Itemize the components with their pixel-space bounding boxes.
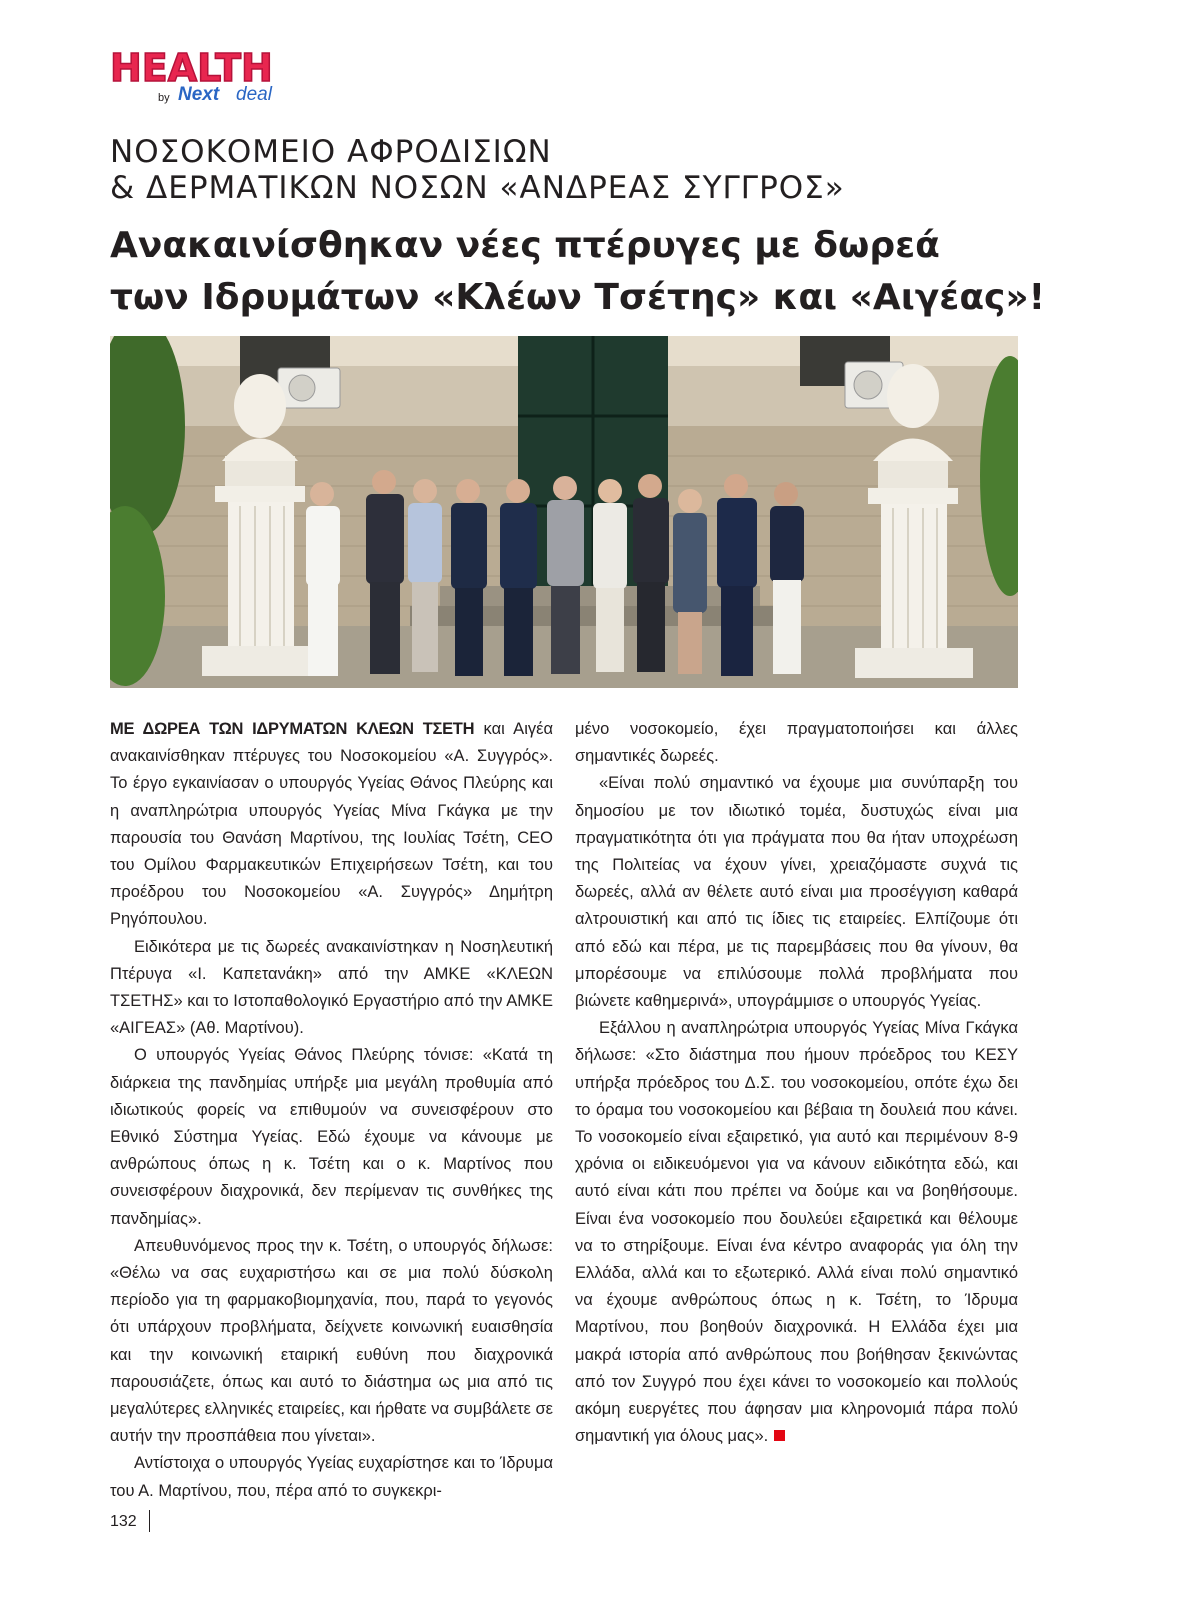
headline-line-1: Ανακαινίσθηκαν νέες πτέρυγες με δωρεά — [110, 225, 940, 266]
article-paragraph-1 — [110, 716, 553, 934]
article-paragraph-6: «Είναι πολύ σημαντικό να έχουμε μια συνύπαρξη του δημοσίου με τον ιδιωτικό τομέα, δυστυχώς είναι μια πραγματικότητα ότι για πράγματα που θα ήταν υποχρέωση της Πολιτείας να έχουν γίνει, χρειαζόμαστε συχνά τις δωρεές, αλλά αν θέλετε αυτό είναι μια προσέγγιση καθαρά αλτρουιστική και από τις ίδιες τις εταιρείες. Ελπίζουμε ότι από εδώ και πέρα, με τις παρεμβάσεις που θα γίνουν, θα μπορέσουμε να επιλύσουμε πολλά προβλήματα που βιώνετε καθημερινά», υπογράμμισε ο υπουργός Υγείας. — [575, 774, 1018, 1011]
kicker-line-2: & ΔΕΡΜΑΤΙΚΩΝ ΝΟΣΩΝ «ΑΝΔΡΕΑΣ ΣΥΓΓΡΟΣ» — [110, 170, 845, 206]
article-paragraph-1-text: και Αιγέα ανακαινίσθηκαν πτέρυγες του Νοσοκομείου «Α. Συγγρός». Το έργο εγκαινίασαν ο υπουργός Υγείας Θάνος Πλεύρης και η αναπληρώτρια υπουργός Υγείας Μίνα Γκάγκα με την παρουσία του Θανάση Μαρτίνου, της Ιουλίας Τσέτη, CEO του Ομίλου Φαρμακευτικών Επιχειρήσεων Τσέτη, και του προέδρου του Νοσοκομείου «Α. Συγγρός» Δημήτρη Ρηγόπουλου. — [110, 720, 553, 929]
logo-next-text: Next — [178, 84, 220, 105]
logo-deal-text: deal — [236, 84, 272, 105]
article-paragraph-3: Ο υπουργός Υγείας Θάνος Πλεύρης τόνισε: «Κατά τη διάρκεια της πανδημίας υπήρξε μια μεγάλη προθυμία από ιδιωτικούς φορείς να επιθυμούν να συνεισφέρουν στο Εθνικό Σύστημα Υγείας. Εδώ έχουμε να κάνουμε με ανθρώπους όπως η κ. Τσέτη και ο κ. Μαρτίνος που συνεισφέρουν διαχρονικά, δεν περίμεναν τις συνθήκες της πανδημίας». — [110, 1046, 553, 1228]
article-paragraph-7-text: Εξάλλου η αναπληρώτρια υπουργός Υγείας Μίνα Γκάγκα δήλωσε: «Στο διάστημα που ήμουν πρόεδρος του ΚΕΣΥ υπήρξα πρόεδρος του Δ.Σ. του νοσοκομείου, οπότε έχω δει το όραμα του νοσοκομείου και βέβαια τη δουλειά που κάνει. Το νοσοκομείο είναι εξαιρετικό, για αυτό και περιμένουν 8-9 χρόνια οι ειδικευόμενοι για να κάνουν ειδικότητα εδώ, και αυτό είναι κάτι που πρέπει να δούμε και να βοηθήσουμε. Είναι ένα νοσοκομείο που δουλεύει εξαιρετικά και θέλουμε να το στηρίξουμε. Είναι ένα κέντρο αναφοράς για όλη την Ελλάδα, αλλά και το εξωτερικό. Αλλά είναι πολύ σημαντικό να έχουμε ανθρώπους όπως η κ. Τσέτη, το Ίδρυμα Μαρτίνου, που βοηθούν διαχρονικά. Η Ελλάδα έχει μια μακρά ιστορία από ανθρώπους που βοήθησαν ξεκινώντας από τον Συγγρό που έχει κάνει το νοσοκομείο και πολλούς ακόμη ευεργέτες που άφησαν μια κληρονομιά πάρα πολύ σημαντική για όλους μας». — [575, 1019, 1018, 1446]
logo-health-wordmark: HEALTH — [110, 46, 273, 90]
page-number: 132 — [110, 1513, 137, 1530]
group-photo-hospital-entrance — [110, 336, 1018, 688]
headline-line-2: των Ιδρυμάτων «Κλέων Τσέτης» και «Αιγέας»! — [110, 277, 1046, 318]
page-number-divider — [149, 1510, 150, 1532]
article-paragraph-2: Ειδικότερα με τις δωρεές ανακαινίστηκαν η Νοσηλευτική Πτέρυγα «Ι. Καπετανάκη» από την ΑΜΚΕ «ΚΛΕΩΝ ΤΣΕΤΗΣ» και το Ιστοπαθολογικό Εργαστήριο από την ΑΜΚΕ «ΑΙΓΕΑΣ» (Αθ. Μαρτίνου). — [110, 937, 553, 1038]
article-headline — [110, 220, 1046, 324]
article-column-left — [110, 716, 553, 1505]
health-nextdeal-logo — [110, 48, 285, 110]
photo-illustration — [110, 336, 1018, 688]
logo-by-text: by — [158, 92, 170, 104]
article-paragraph-5-start: Αντίστοιχα ο υπουργός Υγείας ευχαρίστησε και το Ίδρυμα του Α. Μαρτίνου, που, πέρα από το συγκεκρι- — [110, 1454, 553, 1500]
article-paragraph-5-end: μένο νοσοκομείο, έχει πραγματοποιήσει και άλλες σημαντικές δωρεές. — [575, 720, 1018, 766]
article-lead-in: ΜΕ ΔΩΡΕΑ ΤΩΝ ΙΔΡΥΜΑΤΩΝ ΚΛΕΩΝ ΤΣΕΤΗ — [110, 720, 475, 738]
kicker-line-1: ΝΟΣΟΚΟΜΕΙΟ ΑΦΡΟΔΙΣΙΩΝ — [110, 134, 552, 170]
article-paragraph-7 — [575, 1015, 1018, 1450]
end-of-article-square-icon — [774, 1430, 785, 1441]
article-paragraph-4: Απευθυνόμενος προς την κ. Τσέτη, ο υπουργός δήλωσε: «Θέλω να σας ευχαριστήσω και σε μια πολύ δύσκολη περίοδο για τη φαρμακοβιομηχανία, που, παρά το γεγονός ότι υπάρχουν προβλήματα, δείχνετε κοινωνική ευαισθησία και την κοινωνική εταιρική ευθύνη που διαχρονικά παρουσιάζετε, όπως και αυτό το διάστημα ως μια από τις μεγαλύτερες ελληνικές εταιρείες, και ήρθατε να συμβάλετε σε αυτήν την προσπάθεια που γίνεται». — [110, 1236, 553, 1446]
article-kicker — [110, 134, 1010, 206]
article-column-right — [575, 716, 1018, 1450]
